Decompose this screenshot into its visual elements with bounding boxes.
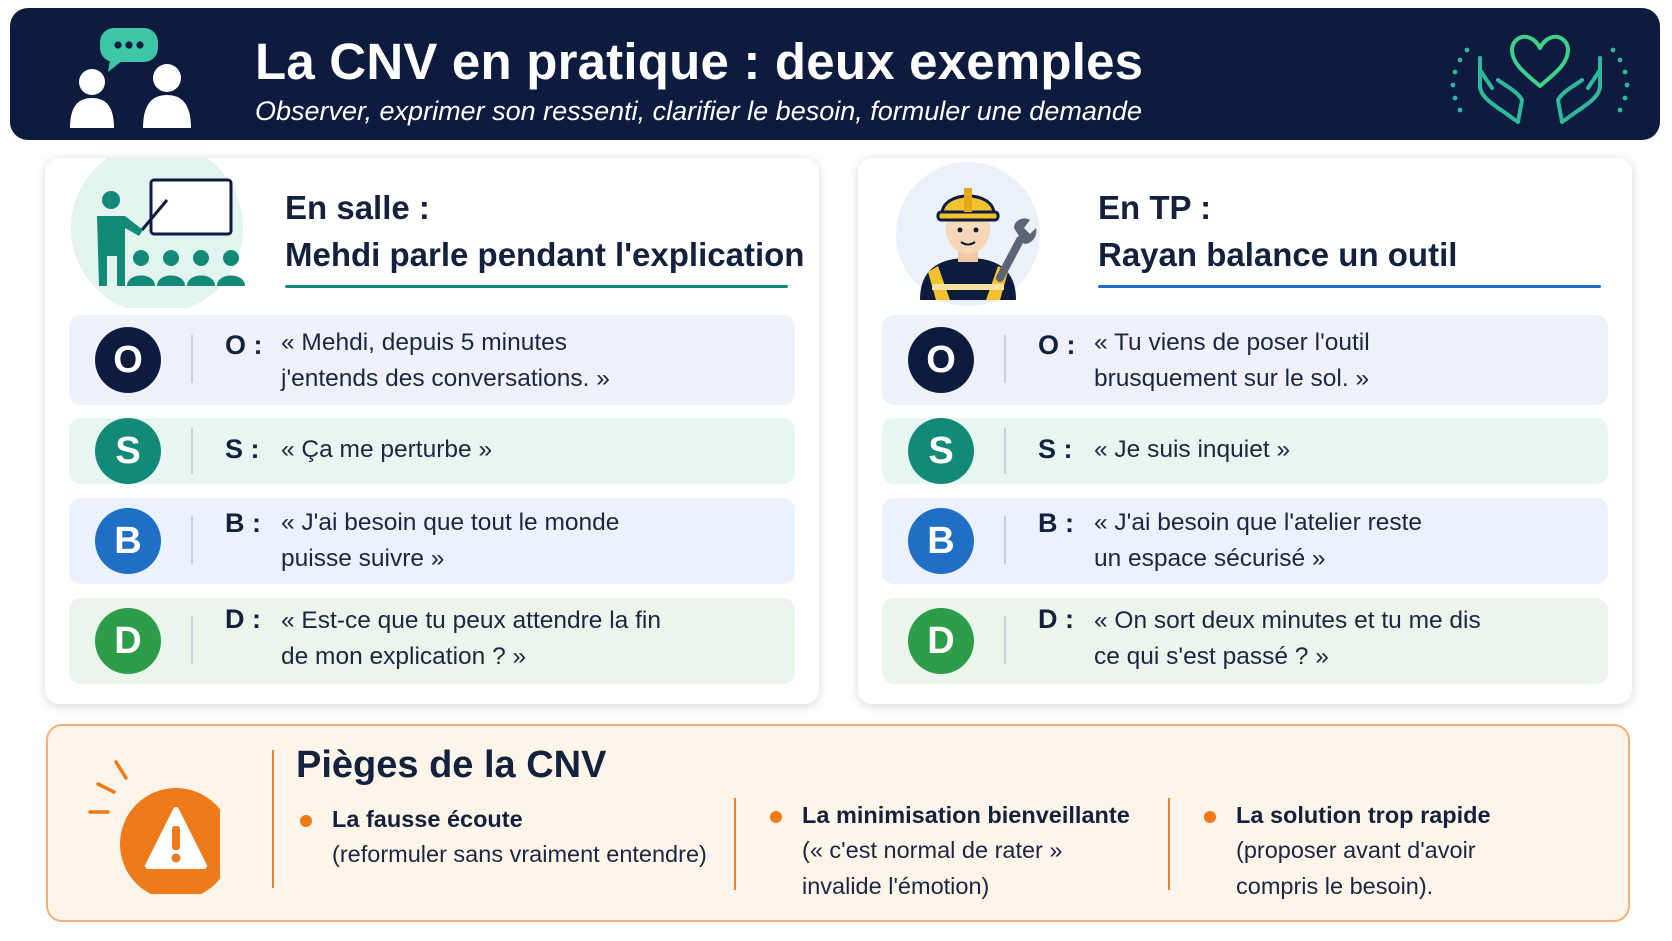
pitfall-item xyxy=(1204,802,1584,902)
osbd-row-demande xyxy=(882,598,1608,684)
example-title xyxy=(1098,184,1457,278)
row-text-line1: « J'ai besoin que tout le monde xyxy=(281,509,620,536)
example-card-tp xyxy=(858,158,1632,704)
example-title-line2: Rayan balance un outil xyxy=(1098,236,1458,273)
badge-s: S xyxy=(95,418,161,484)
pitfall-desc-line2: invalide l'émotion) xyxy=(802,873,990,899)
row-text-line2: j'entends des conversations. » xyxy=(281,365,610,392)
row-text-line2: brusquement sur le sol. » xyxy=(1094,365,1370,392)
example-title-line1: En salle : xyxy=(285,189,430,226)
pitfall-desc xyxy=(332,836,707,872)
row-divider xyxy=(191,428,193,474)
osbd-row-besoin xyxy=(882,498,1608,584)
row-text xyxy=(281,432,781,468)
row-letter: O : xyxy=(1038,330,1076,360)
pitfall-item xyxy=(300,806,707,906)
row-text xyxy=(281,603,781,675)
row-text xyxy=(1094,603,1594,675)
pitfall-desc xyxy=(802,832,1063,904)
row-letter: S : xyxy=(1038,434,1073,464)
row-text-line2: ce qui s'est passé ? » xyxy=(1094,643,1329,670)
example-title-line1: En TP : xyxy=(1098,189,1212,226)
badge-b: B xyxy=(95,508,161,574)
panel-divider xyxy=(1168,798,1170,890)
row-letter: B : xyxy=(225,508,261,538)
example-title-line2: Mehdi parle pendant l'explication xyxy=(285,236,805,273)
row-text-line2: un espace sécurisé » xyxy=(1094,545,1326,572)
badge-d: D xyxy=(908,608,974,674)
page-title: La CNV en pratique : deux exemples xyxy=(255,33,1144,90)
row-text xyxy=(1094,325,1594,397)
badge-d: D xyxy=(95,608,161,674)
row-text xyxy=(1094,432,1594,468)
pitfall-desc-line1: (« c'est normal de rater » xyxy=(802,837,1063,863)
example-card-salle xyxy=(45,158,819,704)
row-letter: B : xyxy=(1038,508,1074,538)
row-text-line1: « Ça me perturbe » xyxy=(281,436,493,463)
osbd-row-demande xyxy=(69,598,795,684)
pitfall-title: La minimisation bienveillante xyxy=(802,802,1130,828)
bullet-dot-icon xyxy=(300,815,312,827)
row-divider xyxy=(1004,616,1006,664)
worker-wrench-icon xyxy=(880,158,1060,308)
row-divider xyxy=(1004,516,1006,564)
row-divider xyxy=(191,516,193,564)
panel-divider xyxy=(272,750,274,888)
row-text xyxy=(1094,505,1594,577)
osbd-row-besoin xyxy=(69,498,795,584)
row-divider xyxy=(191,335,193,383)
row-divider xyxy=(191,616,193,664)
pitfall-item xyxy=(770,802,1150,902)
teacher-classroom-icon xyxy=(67,158,247,308)
osbd-row-sentiment xyxy=(69,418,795,484)
row-letter: O : xyxy=(225,330,263,360)
pitfall-desc-line1: (proposer avant d'avoir xyxy=(1236,837,1476,863)
title-underline xyxy=(285,285,788,288)
row-text-line2: puisse suivre » xyxy=(281,545,445,572)
hands-heart-icon xyxy=(1440,30,1640,130)
warning-icon xyxy=(70,754,220,894)
panel-divider xyxy=(734,798,736,890)
bullet-dot-icon xyxy=(770,811,782,823)
badge-s: S xyxy=(908,418,974,484)
row-divider xyxy=(1004,335,1006,383)
pitfall-desc-line2: compris le besoin). xyxy=(1236,873,1434,899)
pitfall-title: La fausse écoute xyxy=(332,806,523,832)
osbd-row-observation xyxy=(882,315,1608,405)
badge-b: B xyxy=(908,508,974,574)
osbd-row-sentiment xyxy=(882,418,1608,484)
row-letter: D : xyxy=(225,604,261,634)
row-text xyxy=(281,505,781,577)
badge-o: O xyxy=(908,327,974,393)
people-chat-icon xyxy=(68,26,198,130)
row-text-line1: « Mehdi, depuis 5 minutes xyxy=(281,329,567,356)
pitfall-title: La solution trop rapide xyxy=(1236,802,1491,828)
row-text xyxy=(281,325,781,397)
page-subtitle: Observer, exprimer son ressenti, clarifier le besoin, formuler une demande xyxy=(255,96,1142,126)
pitfalls-panel xyxy=(46,724,1630,922)
badge-o: O xyxy=(95,327,161,393)
row-text-line1: « Je suis inquiet » xyxy=(1094,436,1291,463)
example-title xyxy=(285,184,804,278)
bullet-dot-icon xyxy=(1204,811,1216,823)
header-banner xyxy=(10,8,1660,140)
row-text-line2: de mon explication ? » xyxy=(281,643,527,670)
row-text-line1: « J'ai besoin que l'atelier reste xyxy=(1094,509,1423,536)
pitfalls-title: Pièges de la CNV xyxy=(296,744,607,786)
row-text-line1: « Tu viens de poser l'outil xyxy=(1094,329,1370,356)
pitfall-desc xyxy=(1236,832,1476,904)
osbd-row-observation xyxy=(69,315,795,405)
row-letter: D : xyxy=(1038,604,1074,634)
row-text-line1: « On sort deux minutes et tu me dis xyxy=(1094,607,1481,634)
row-divider xyxy=(1004,428,1006,474)
pitfall-desc-line1: (reformuler sans vraiment entendre) xyxy=(332,841,707,867)
title-underline xyxy=(1098,285,1601,288)
row-letter: S : xyxy=(225,434,260,464)
row-text-line1: « Est-ce que tu peux attendre la fin xyxy=(281,607,661,634)
